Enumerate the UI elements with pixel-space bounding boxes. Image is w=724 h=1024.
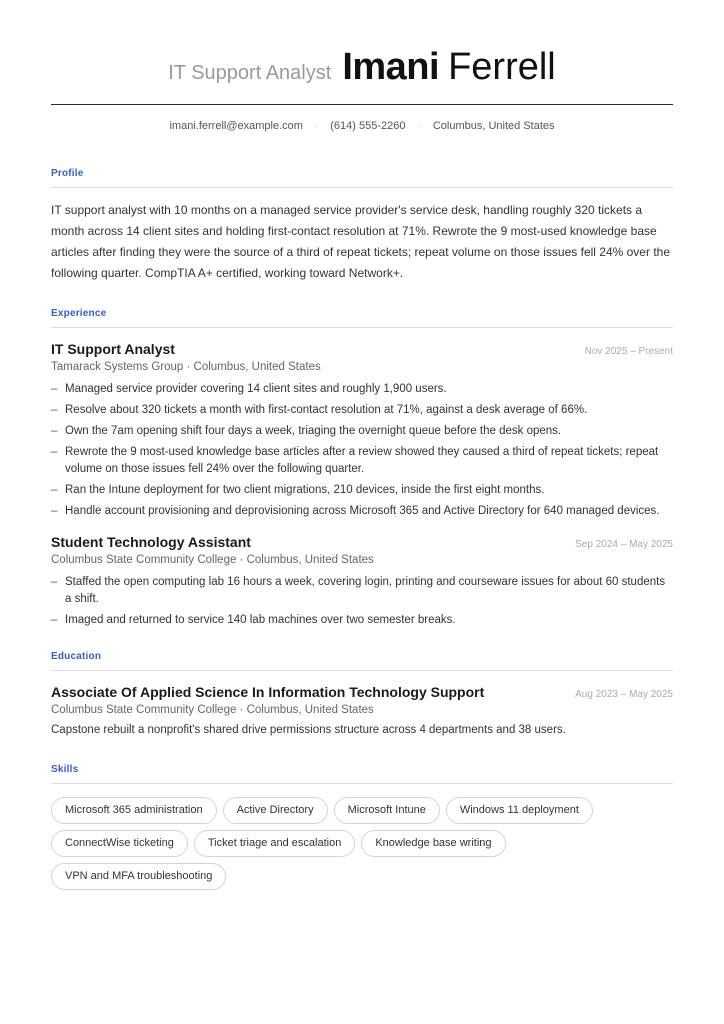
bullet-text: Managed service provider covering 14 client sites and roughly 1,900 users. xyxy=(65,383,447,395)
dash-icon: – xyxy=(51,505,58,517)
bullet-text: Handle account provisioning and deprovisioning across Microsoft 365 and Active Directory for 640 managed devices. xyxy=(65,505,660,517)
name-line xyxy=(51,46,673,89)
job-org: Columbus State Community College · Columbus, United States xyxy=(51,554,374,566)
dash-icon: – xyxy=(51,484,58,496)
separator-dot: · xyxy=(417,120,421,132)
job-entry xyxy=(51,341,673,520)
skills-section xyxy=(51,764,673,890)
section-title: Profile xyxy=(51,168,84,179)
section-divider xyxy=(51,670,673,671)
role-title: IT Support Analyst xyxy=(168,62,332,84)
profile-text: IT support analyst with 10 months on a managed service provider's service desk, handling roughly 320 tickets a month across 14 client sites and holding first-contact resolution at 71%. Rewrote the 9 most-used knowledge base articles after finding they were the source of a third of repeat tickets; repeat volume on those issues fell 24% over the following quarter. CompTIA A+ certified, working toward Network+. xyxy=(51,203,670,280)
phone[interactable]: (614) 555-2260 xyxy=(330,120,406,132)
dash-icon: – xyxy=(51,383,58,395)
bullet-item xyxy=(51,444,673,478)
bullet-item xyxy=(51,423,673,440)
bullet-item xyxy=(51,381,673,398)
bullet-text: Staffed the open computing lab 16 hours a week, covering login, printing and courseware issues for about 60 students a shift. xyxy=(65,576,666,605)
bullet-text: Resolve about 320 tickets a month with first-contact resolution at 71%, against a desk average of 66%. xyxy=(65,404,588,416)
bullet-text: Rewrote the 9 most-used knowledge base articles after a review showed they caused a third of repeat tickets; repeat volume on those issues fell 24% over the following quarter. xyxy=(65,446,659,475)
section-divider xyxy=(51,187,673,188)
first-name: Imani xyxy=(342,46,440,88)
bullet-list xyxy=(51,574,673,629)
separator-dot: · xyxy=(314,120,319,132)
location: Columbus, United States xyxy=(432,120,555,132)
section-title: Experience xyxy=(51,308,107,319)
bullet-text: Ran the Intune deployment for two client migrations, 210 devices, inside the first eight months. xyxy=(65,484,545,496)
contact-line xyxy=(51,120,673,132)
skill-chip: Microsoft 365 administration xyxy=(51,797,217,824)
education-description: Capstone rebuilt a nonprofit's shared drive permissions structure across 4 departments and 38 users. xyxy=(51,724,566,736)
job-title: IT Support Analyst xyxy=(51,341,175,357)
last-name: Ferrell xyxy=(448,46,556,88)
dash-icon: – xyxy=(51,614,58,626)
degree-title: Associate Of Applied Science In Information Technology Support xyxy=(51,684,485,700)
education-section xyxy=(51,651,673,736)
job-dates: Nov 2025 – Present xyxy=(584,346,673,357)
bullet-text: Imaged and returned to service 140 lab machines over two semester breaks. xyxy=(65,614,456,626)
skills-list xyxy=(51,797,611,890)
bullet-item xyxy=(51,503,673,520)
experience-section xyxy=(51,308,673,629)
bullet-text: Own the 7am opening shift four days a week, triaging the overnight queue before the desk opens. xyxy=(65,425,562,437)
skill-chip: Knowledge base writing xyxy=(361,830,505,857)
dash-icon: – xyxy=(51,576,58,588)
section-divider xyxy=(51,783,673,784)
education-dates: Aug 2023 – May 2025 xyxy=(575,689,673,700)
bullet-list xyxy=(51,381,673,520)
job-org: Tamarack Systems Group · Columbus, United States xyxy=(51,361,321,373)
skill-chip: Ticket triage and escalation xyxy=(194,830,356,857)
dash-icon: – xyxy=(51,425,58,437)
dash-icon: – xyxy=(51,446,58,458)
education-org: Columbus State Community College · Columbus, United States xyxy=(51,704,374,716)
resume-header xyxy=(51,0,673,132)
job-entry xyxy=(51,534,673,629)
email[interactable]: imani.ferrell@example.com xyxy=(169,120,303,132)
header-divider xyxy=(51,104,673,105)
skill-chip: Microsoft Intune xyxy=(334,797,440,824)
section-title: Skills xyxy=(51,764,79,775)
profile-section xyxy=(51,168,673,284)
bullet-item xyxy=(51,482,673,499)
bullet-item xyxy=(51,574,673,608)
job-dates: Sep 2024 – May 2025 xyxy=(575,539,673,550)
job-title: Student Technology Assistant xyxy=(51,534,251,550)
skill-chip: Active Directory xyxy=(223,797,328,824)
bullet-item xyxy=(51,402,673,419)
dash-icon: – xyxy=(51,404,58,416)
skill-chip: Windows 11 deployment xyxy=(446,797,593,824)
section-divider xyxy=(51,327,673,328)
education-entry xyxy=(51,684,673,736)
skill-chip: VPN and MFA troubleshooting xyxy=(51,863,226,890)
section-title: Education xyxy=(51,651,102,662)
bullet-item xyxy=(51,612,673,629)
skill-chip: ConnectWise ticketing xyxy=(51,830,188,857)
